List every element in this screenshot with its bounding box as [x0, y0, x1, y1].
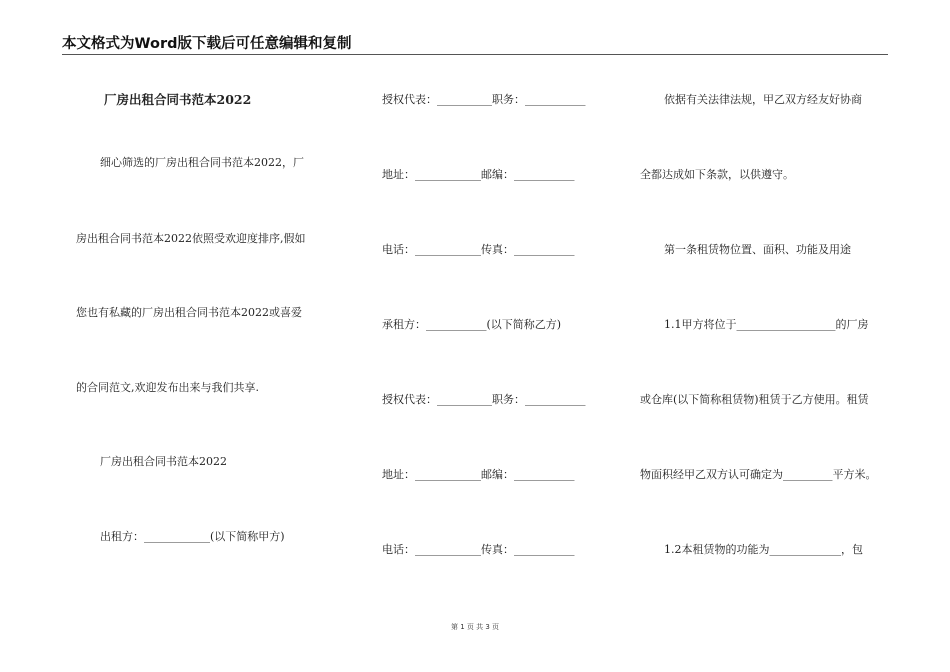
section-heading: 厂房出租合同书范本2022 [100, 455, 227, 468]
paragraph-line: 物面积经甲乙双方认可确定为_________平方米。 [640, 468, 877, 481]
form-line: 地址：____________邮编：___________ [382, 468, 575, 481]
document-title: 厂房出租合同书范本2022 [104, 92, 252, 107]
form-line: 地址：____________邮编：___________ [382, 168, 575, 181]
form-line: 授权代表：__________职务：___________ [382, 393, 586, 406]
page-number: 第 1 页 共 3 页 [450, 623, 500, 631]
paragraph-line: 您也有私藏的厂房出租合同书范本2022或喜爱 [76, 306, 302, 319]
paragraph-line: 全都达成如下条款，以供遵守。 [640, 168, 794, 181]
paragraph-line: 1.1甲方将位于__________________的厂房 [664, 318, 869, 331]
paragraph-line: 1.2本租赁物的功能为_____________，包 [664, 543, 863, 556]
form-line: 电话：____________传真：___________ [382, 243, 575, 256]
paragraph-line: 依据有关法律法规，甲乙双方经友好协商 [664, 93, 862, 106]
form-line: 电话：____________传真：___________ [382, 543, 575, 556]
paragraph-line: 的合同范文,欢迎发布出来与我们共享. [76, 381, 259, 394]
paragraph-line: 房出租合同书范本2022依照受欢迎度排序,假如 [76, 232, 306, 245]
paragraph-line: 或仓库(以下简称租赁物)租赁于乙方使用。租赁 [640, 393, 869, 406]
document-banner: 本文格式为Word版下载后可任意编辑和复制 [62, 36, 352, 52]
banner-divider [62, 54, 888, 55]
paragraph-line: 出租方：____________(以下简称甲方) [100, 530, 285, 543]
paragraph-line: 细心筛选的厂房出租合同书范本2022，厂 [100, 156, 304, 169]
form-line: 承租方：___________(以下简称乙方) [382, 318, 562, 331]
form-line: 授权代表：__________职务：___________ [382, 93, 586, 106]
section-heading: 第一条租赁物位置、面积、功能及用途 [664, 243, 851, 256]
